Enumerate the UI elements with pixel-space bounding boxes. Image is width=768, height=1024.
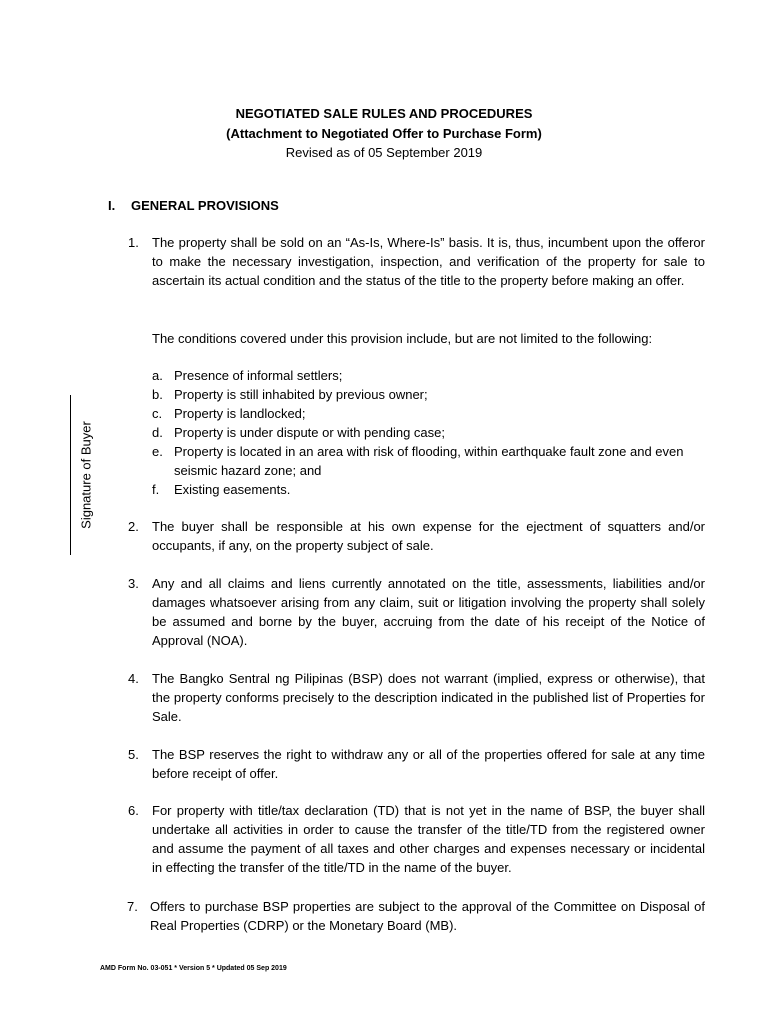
provision-item-6 <box>128 801 705 877</box>
provision-item-4 <box>128 669 705 726</box>
revision-date: Revised as of 05 September 2019 <box>285 145 483 160</box>
form-footer: AMD Form No. 03-051 * Version 5 * Updated 05 Sep 2019 <box>100 965 287 972</box>
buyer-signature-area <box>58 395 98 555</box>
provision-item-7 <box>128 897 705 935</box>
list-text: Property is landlocked; <box>174 406 306 421</box>
list-text: Presence of informal settlers; <box>174 368 343 383</box>
section-number: I. <box>108 198 116 213</box>
list-letter: c. <box>152 406 163 421</box>
item-number: 2. <box>128 519 139 534</box>
list-text: Property is located in an area with risk of flooding, within earthquake fault zone and even seismic hazard zone; and <box>174 444 684 478</box>
section-title: GENERAL PROVISIONS <box>131 198 279 213</box>
item-text: Any and all claims and liens currently annotated on the title, assessments, liabilities and/or damages whatsoever arising from any claim, suit or litigation involving the property shall solely be assumed and borne by the buyer, accruing from the date of his receipt of the Notice of Approval (NOA). <box>152 576 705 648</box>
section-heading <box>108 198 279 213</box>
item-text: The Bangko Sentral ng Pilipinas (BSP) does not warrant (implied, express or otherwise), that the property conforms precisely to the description indicated in the published list of Properties for Sale. <box>152 671 705 724</box>
list-item <box>152 423 705 442</box>
conditions-list <box>152 366 705 499</box>
item-text: Offers to purchase BSP properties are subject to the approval of the Committee on Disposal of Real Properties (CDRP) or the Monetary Board (MB). <box>150 899 705 933</box>
item-text: For property with title/tax declaration (TD) that is not yet in the name of BSP, the buyer shall undertake all activities in order to cause the transfer of the title/TD from the registered owner and assume the payment of all taxes and other charges and expenses necessary or incidental in effecting the transfer of the title/TD in the name of the buyer. <box>152 803 705 875</box>
conditions-intro: The conditions covered under this provision include, but are not limited to the following: <box>152 331 653 346</box>
item-number: 6. <box>128 803 139 818</box>
document-title: NEGOTIATED SALE RULES AND PROCEDURES <box>235 106 533 121</box>
list-text: Existing easements. <box>174 482 291 497</box>
list-letter: e. <box>152 444 163 459</box>
provision-item-3 <box>128 574 705 650</box>
list-item <box>152 366 705 385</box>
provision-item-5 <box>128 745 705 783</box>
item-number: 3. <box>128 576 139 591</box>
list-text: Property is still inhabited by previous owner; <box>174 387 428 402</box>
list-item <box>152 385 705 404</box>
list-letter: b. <box>152 387 163 402</box>
list-letter: f. <box>152 482 160 497</box>
list-letter: d. <box>152 425 163 440</box>
document-header <box>0 104 768 163</box>
list-letter: a. <box>152 368 163 383</box>
item-text: The BSP reserves the right to withdraw any or all of the properties offered for sale at any time before receipt of offer. <box>152 747 705 781</box>
item-number: 5. <box>128 747 139 762</box>
item-text: The property shall be sold on an “As-Is, Where-Is” basis. It is, thus, incumbent upon the offeror to make the necessary investigation, inspection, and verification of the property for sale to ascertain its actual condition and the status of the title to the property before making an offer. <box>152 235 705 288</box>
document-subtitle: (Attachment to Negotiated Offer to Purchase Form) <box>226 125 542 141</box>
item-number: 7. <box>127 899 138 914</box>
list-item <box>152 404 705 423</box>
list-text: Property is under dispute or with pending case; <box>174 425 445 440</box>
item-number: 4. <box>128 671 139 686</box>
signature-label: Signature of Buyer <box>78 421 94 529</box>
list-item <box>152 480 705 499</box>
list-item <box>152 442 705 480</box>
item-number: 1. <box>128 235 139 250</box>
provision-item-2 <box>128 517 705 555</box>
item-text: The buyer shall be responsible at his own expense for the ejectment of squatters and/or occupants, if any, on the property subject of sale. <box>152 519 705 553</box>
provision-item-1 <box>128 233 705 290</box>
signature-line <box>70 395 71 555</box>
